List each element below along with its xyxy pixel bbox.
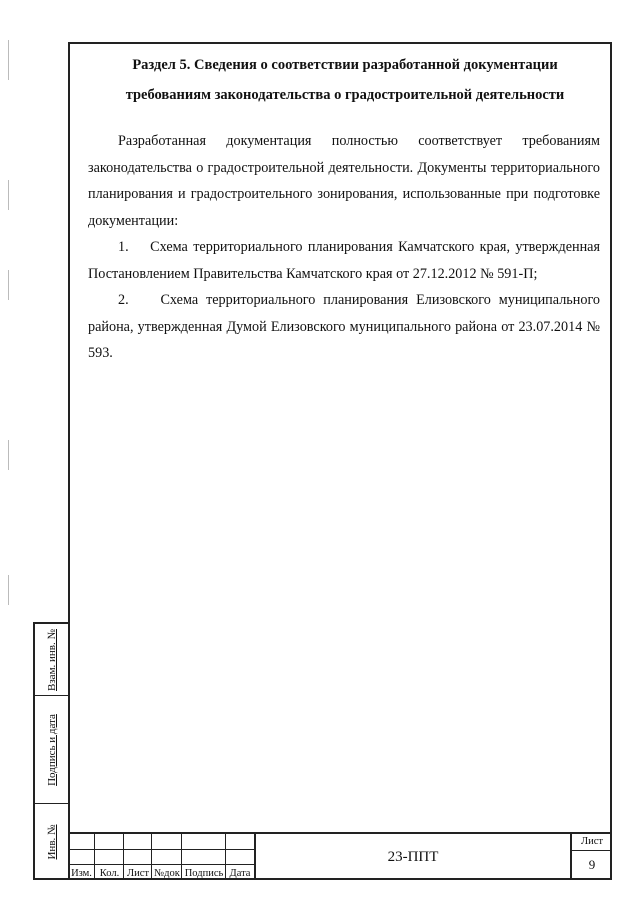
intro-paragraph: Разработанная документация полностью соответствует требованиям законодательства о градостроительной деятельности. Документы территориального планирования и градостроительного зонирования, использованные при подготовке документации: (88, 133, 600, 229)
stamp-label: Инв. № (45, 824, 58, 860)
column-header: №док (154, 868, 180, 879)
stamp-label: Взам. инв. № (45, 628, 58, 691)
scan-artifact (8, 575, 11, 605)
grid-column (152, 834, 182, 880)
grid-column (182, 834, 226, 880)
column-header: Кол. (99, 868, 120, 879)
list-item (88, 234, 600, 287)
grid-column (124, 834, 152, 880)
revision-grid (68, 834, 254, 880)
list-item (88, 287, 600, 367)
column-header: Изм. (71, 868, 92, 879)
title-block (68, 832, 612, 880)
scan-artifact (8, 40, 11, 80)
stamp-cell-inv (35, 804, 68, 880)
document-body (88, 128, 600, 367)
scan-artifact (8, 180, 11, 210)
stamp-cell-replacement-inv (35, 624, 68, 696)
column-header: Лист (127, 868, 149, 879)
stamp-label: Подпись и дата (45, 713, 58, 786)
heading-line-1: Раздел 5. Сведения о соответствии разработанной документации (132, 57, 558, 73)
section-heading (90, 50, 600, 110)
sheet-number: 9 (588, 857, 596, 872)
list-item-text: Схема территориального планирования Камчатского края, утвержденная Постановлением Правительства Камчатского края от 27.12.2012 № 591-П; (88, 239, 601, 282)
list-item-number: 2. (118, 292, 129, 308)
scan-artifact (8, 440, 11, 470)
heading-line-2: требованиям законодательства о градостроительной деятельности (125, 87, 565, 103)
sheet-cell (570, 834, 612, 880)
list-item-number: 1. (118, 239, 129, 255)
side-stamp (33, 622, 68, 880)
document-code: 23-ППТ (254, 834, 570, 880)
scan-artifact (8, 270, 11, 300)
grid-column (95, 834, 124, 880)
grid-column (226, 834, 254, 880)
column-header: Подпись (184, 868, 224, 879)
stamp-cell-signature-date (35, 696, 68, 804)
column-header: Дата (229, 868, 251, 879)
grid-column (68, 834, 95, 880)
list-item-text: Схема территориального планирования Елизовского муниципального района, утвержденная Думой Елизовского муниципального района от 23.07.2014 № 593. (88, 292, 600, 361)
sheet-label: Лист (572, 834, 612, 851)
